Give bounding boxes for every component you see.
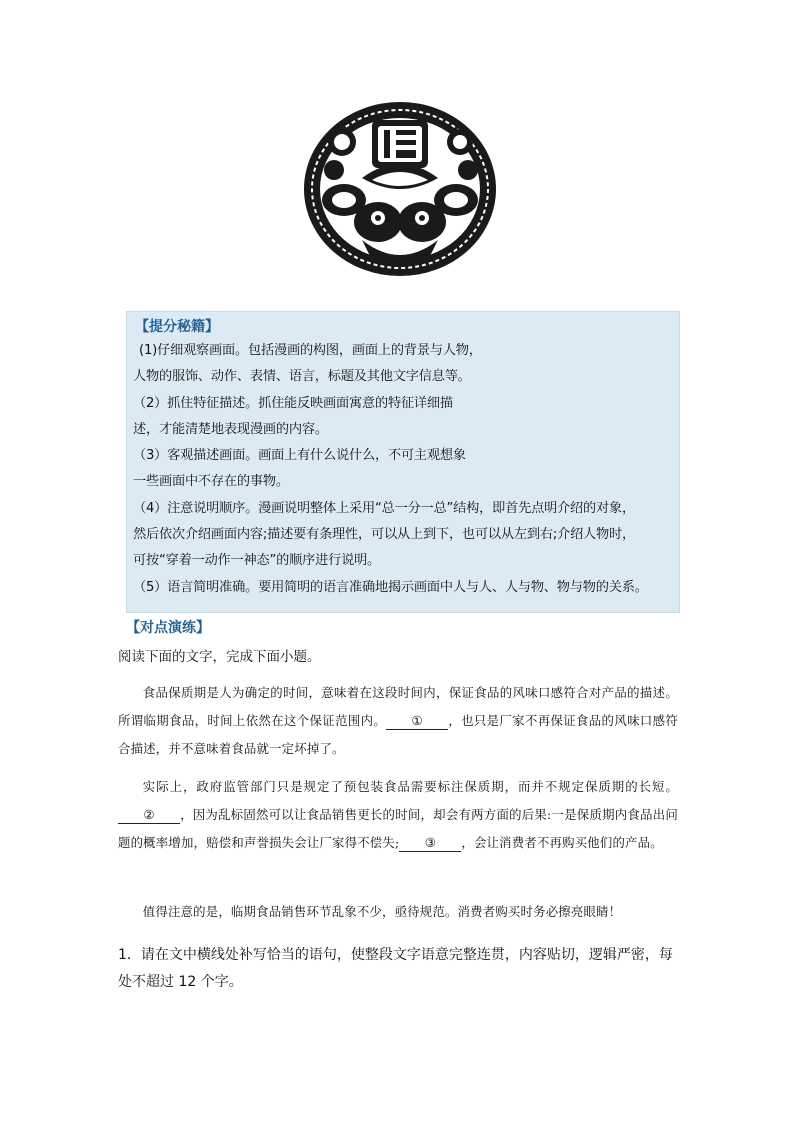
passage-paragraph-1	[118, 679, 678, 763]
passage-p2-text-b: ，因为乱标固然可以让食品销售更长的时间，却会有两方面的后果:一是保质期内食品出问题的概率增加，赔偿和声誉损失会让厂家得不偿失;	[118, 807, 678, 850]
tips-box	[126, 311, 680, 613]
tips-line-1: (1)仔细观察画面。包括漫画的构图，画面上的背景与人物，	[139, 343, 482, 358]
tips-line-6: 一些画面中不存在的事物。	[133, 474, 289, 490]
tips-line-5: （3）客观描述画面。画面上有什么说什么，不可主观想象	[133, 448, 466, 464]
tips-line-4: 述，才能清楚地表现漫画的内容。	[133, 421, 328, 437]
papercut-fu-icon	[302, 100, 498, 278]
question-1: 1．请在文中横线处补写恰当的语句，使整段文字语意完整连贯，内容贴切，逻辑严密，每处不超过 12 个字。	[118, 947, 673, 990]
passage-p2-text-c: ，会让消费者不再购买他们的产品。	[461, 835, 663, 850]
tips-line-8: 然后依次介绍画面内容;描述要有条理性，可以从上到下，也可以从左到右;介绍人物时，	[133, 527, 636, 543]
passage-p1-text-a: 食品保质期是人为确定的时间，意味着在这段时间内，保证食品的风味口感符合对产品的描述。所谓临期食品，时间上依然在这个保证范围内。	[118, 685, 678, 728]
tips-line-3: （2）抓住特征描述。抓住能反映画面寓意的特征详细描	[133, 395, 453, 411]
tips-line-7: （4）注意说明顺序。漫画说明整体上采用“总一分一总”结构，即首先点明介绍的对象，	[133, 500, 635, 516]
tips-line-10: （5）语言简明准确。要用简明的语言准确地揭示画面中人与人、人与物、物与物的关系。	[133, 579, 648, 595]
passage-p1-text-b: ，也只是厂家不再保证食品的风味口感符合描述，并不意味着食品就一定坏掉了。	[118, 713, 678, 756]
tips-title: 【提分秘籍】	[135, 319, 219, 335]
practice-title: 【对点演练】	[126, 620, 210, 636]
passage-paragraph-2	[118, 773, 678, 857]
practice-instruction: 阅读下面的文字，完成下面小题。	[118, 649, 321, 665]
passage-p3-text: 值得注意的是，临期食品销售环节乱象不少，亟待规范。消费者购买时务必擦亮眼睛！	[142, 904, 622, 919]
blank-3[interactable]: ③	[399, 835, 461, 852]
blank-1[interactable]: ①	[386, 713, 448, 730]
papercut-image	[302, 100, 498, 278]
passage-p2-text-a: 实际上，政府监管部门只是规定了预包装食品需要标注保质期，而并不规定保质期的长短。	[142, 779, 678, 794]
blank-2[interactable]: ②	[118, 807, 180, 824]
passage-paragraph-3	[118, 898, 678, 926]
tips-line-9: 可按“穿着一动作一神态”的顺序进行说明。	[133, 553, 381, 569]
tips-line-2: 人物的服饰、动作、表情、语言，标题及其他文字信息等。	[133, 369, 471, 385]
